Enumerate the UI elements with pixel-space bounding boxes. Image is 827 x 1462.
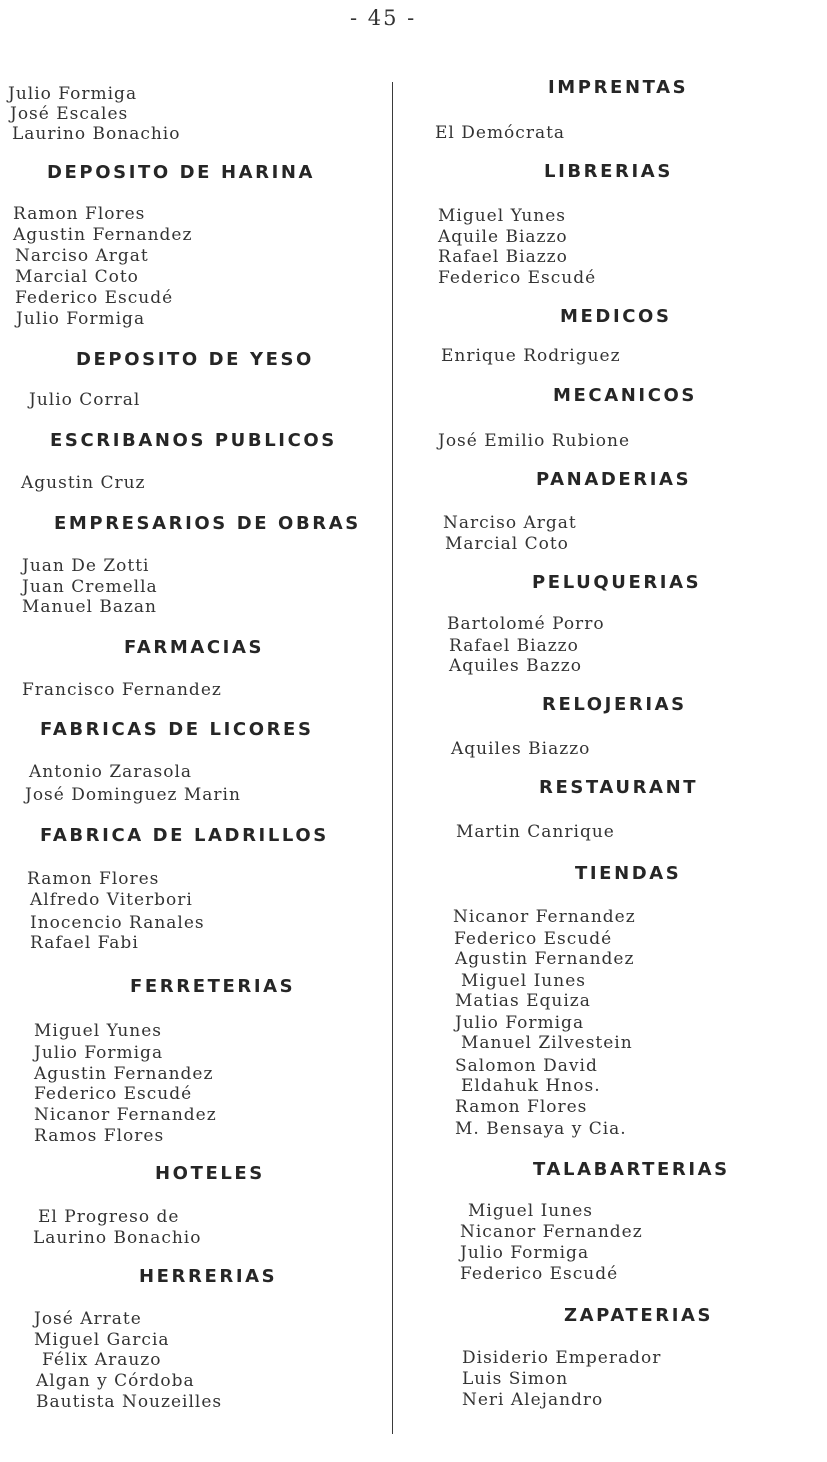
list-item: Julio Formiga — [8, 84, 138, 104]
list-item: Manuel Bazan — [22, 597, 158, 617]
section-heading: HERRERIAS — [139, 1266, 278, 1287]
list-item: Aquile Biazzo — [438, 227, 568, 247]
list-item: José Emilio Rubione — [438, 431, 631, 451]
list-item: Aquiles Biazzo — [451, 739, 591, 759]
section-heading: RESTAURANT — [539, 777, 699, 798]
list-item: Julio Formiga — [16, 309, 146, 329]
list-item: Ramon Flores — [27, 869, 160, 889]
section-heading: TALABARTERIAS — [533, 1159, 730, 1180]
section-heading: DEPOSITO DE HARINA — [47, 162, 316, 183]
list-item: Bartolomé Porro — [447, 614, 605, 634]
section-heading: IMPRENTAS — [548, 77, 689, 98]
list-item: Nicanor Fernandez — [453, 907, 636, 927]
list-item: Laurino Bonachio — [12, 124, 181, 144]
list-item: Julio Corral — [29, 390, 141, 410]
list-item: Narciso Argat — [443, 513, 577, 533]
list-item: Félix Arauzo — [42, 1350, 162, 1370]
section-heading: FABRICA DE LADRILLOS — [40, 825, 329, 846]
list-item: Agustin Fernandez — [13, 225, 193, 245]
list-item: Inocencio Ranales — [30, 913, 205, 933]
list-item: Federico Escudé — [34, 1084, 193, 1104]
section-heading: MECANICOS — [553, 385, 697, 406]
list-item: Martin Canrique — [456, 822, 615, 842]
section-heading: FABRICAS DE LICORES — [40, 719, 314, 740]
list-item: Manuel Zilvestein — [461, 1033, 633, 1053]
list-item: M. Bensaya y Cia. — [455, 1119, 627, 1139]
list-item: Ramon Flores — [455, 1097, 588, 1117]
section-heading: RELOJERIAS — [542, 694, 687, 715]
list-item: Rafael Biazzo — [449, 636, 579, 656]
list-item: Disiderio Emperador — [462, 1348, 662, 1368]
list-item: José Arrate — [34, 1309, 142, 1329]
list-item: Luis Simon — [462, 1369, 569, 1389]
list-item: Nicanor Fernandez — [460, 1222, 643, 1242]
list-item: Juan De Zotti — [22, 556, 150, 576]
list-item: Eldahuk Hnos. — [461, 1076, 601, 1096]
list-item: Antonio Zarasola — [29, 762, 193, 782]
section-heading: PELUQUERIAS — [532, 572, 702, 593]
list-item: José Escales — [10, 104, 129, 124]
list-item: Matias Equiza — [455, 991, 591, 1011]
list-item: Federico Escudé — [460, 1264, 619, 1284]
list-item: Julio Formiga — [455, 1013, 585, 1033]
list-item: Ramon Flores — [13, 204, 146, 224]
list-item: Aquiles Bazzo — [449, 656, 582, 676]
list-item: Julio Formiga — [34, 1043, 164, 1063]
list-item: Miguel Iunes — [468, 1201, 593, 1221]
section-heading: ZAPATERIAS — [564, 1305, 714, 1326]
section-heading: FARMACIAS — [124, 637, 265, 658]
list-item: Miguel Garcia — [34, 1330, 170, 1350]
section-heading: TIENDAS — [575, 863, 682, 884]
section-heading: DEPOSITO DE YESO — [76, 349, 314, 370]
list-item: Algan y Córdoba — [36, 1371, 195, 1391]
list-item: Federico Escudé — [15, 288, 174, 308]
list-item: Ramos Flores — [34, 1126, 165, 1146]
list-item: Agustin Cruz — [21, 473, 146, 493]
list-item: Salomon David — [455, 1056, 598, 1076]
list-item: Juan Cremella — [22, 577, 158, 597]
list-item: José Dominguez Marin — [25, 785, 241, 805]
list-item: El Progreso de — [38, 1207, 180, 1227]
page-number: - 45 - — [350, 6, 417, 30]
section-heading: HOTELES — [155, 1163, 265, 1184]
list-item: Alfredo Viterbori — [30, 890, 193, 910]
section-heading: LIBRERIAS — [544, 161, 673, 182]
list-item: Miguel Yunes — [34, 1021, 163, 1041]
list-item: Francisco Fernandez — [22, 680, 222, 700]
list-item: Federico Escudé — [438, 268, 597, 288]
list-item: Julio Formiga — [460, 1243, 590, 1263]
list-item: Miguel Yunes — [438, 206, 567, 226]
list-item: Narciso Argat — [15, 246, 149, 266]
section-heading: FERRETERIAS — [130, 976, 296, 997]
section-heading: PANADERIAS — [536, 469, 692, 490]
section-heading: MEDICOS — [560, 306, 672, 327]
list-item: Marcial Coto — [445, 534, 569, 554]
section-heading: EMPRESARIOS DE OBRAS — [54, 513, 361, 534]
list-item: Agustin Fernandez — [34, 1064, 214, 1084]
list-item: Laurino Bonachio — [33, 1228, 202, 1248]
list-item: Nicanor Fernandez — [34, 1105, 217, 1125]
list-item: Federico Escudé — [454, 929, 613, 949]
list-item: Enrique Rodriguez — [441, 346, 621, 366]
list-item: El Demócrata — [435, 123, 566, 143]
list-item: Agustin Fernandez — [455, 949, 635, 969]
section-heading: ESCRIBANOS PUBLICOS — [50, 430, 337, 451]
list-item: Bautista Nouzeilles — [36, 1392, 223, 1412]
list-item: Rafael Biazzo — [438, 247, 568, 267]
list-item: Neri Alejandro — [462, 1390, 604, 1410]
column-divider — [392, 82, 393, 1434]
list-item: Marcial Coto — [15, 267, 139, 287]
list-item: Rafael Fabi — [30, 933, 139, 953]
list-item: Miguel Iunes — [461, 971, 586, 991]
